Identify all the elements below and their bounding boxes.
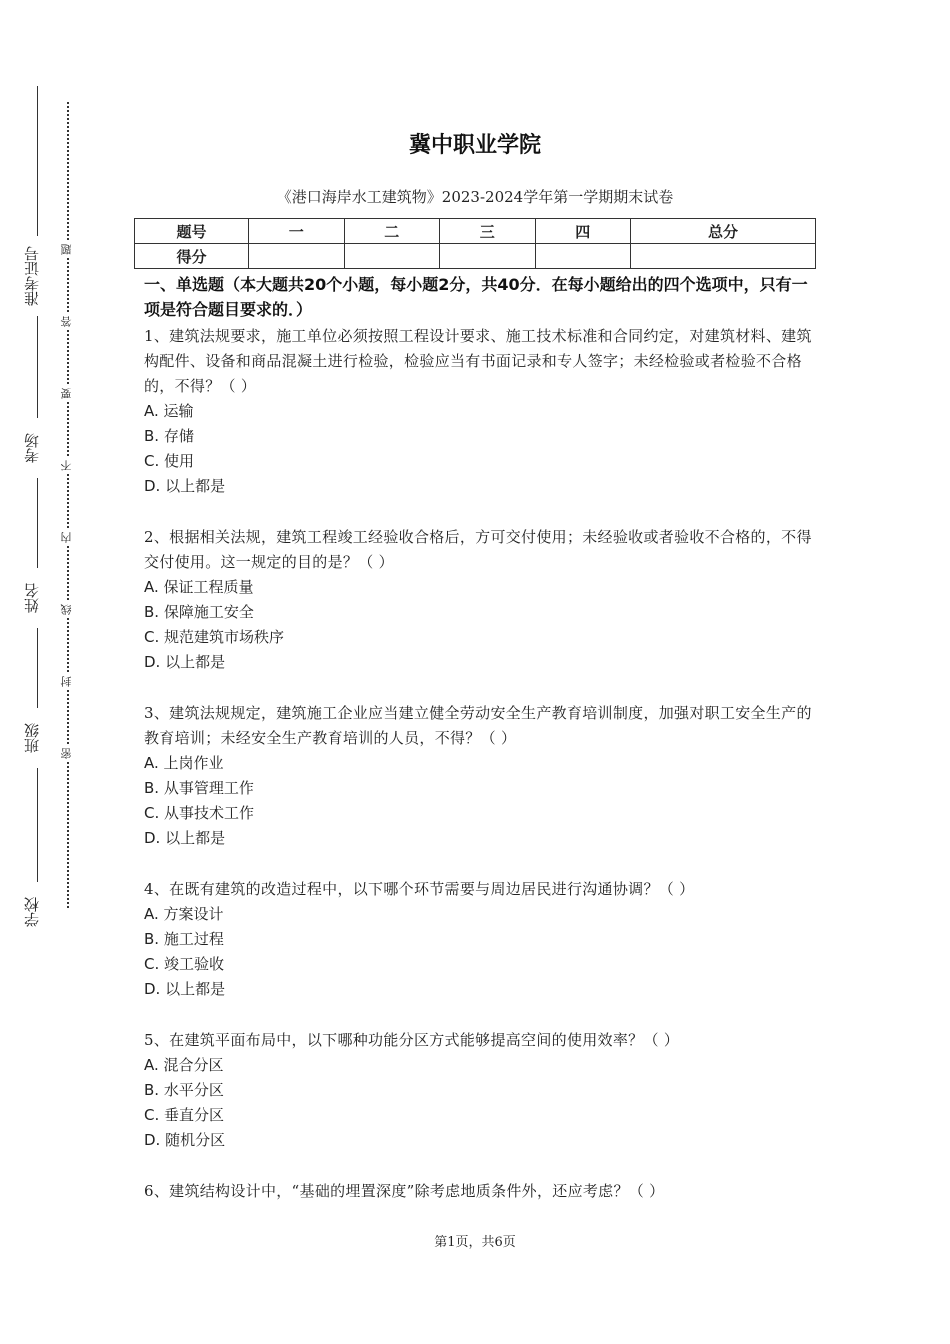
exam-room-label: 考场 (19, 418, 45, 478)
option-d: D. 以上都是 (144, 980, 226, 998)
option-a: A. 混合分区 (144, 1056, 224, 1074)
score-input-cell[interactable] (344, 244, 440, 269)
question-text: 3、建筑法规规定，建筑施工企业应当建立健全劳动安全生产教育培训制度，加强对职工安全生产的教育培训；未经安全生产教育培训的人员，不得？（ ） (144, 704, 812, 747)
binding-labels (19, 86, 45, 926)
score-input-cell[interactable] (249, 244, 345, 269)
option-c: C. 使用 (144, 452, 195, 470)
score-table-header-row (135, 219, 816, 244)
option-c: C. 从事技术工作 (144, 804, 255, 822)
question-text: 5、在建筑平面布局中，以下哪种功能分区方式能够提高空间的使用效率？（ ） (144, 1031, 680, 1049)
page-number: 第1页，共6页 (434, 1235, 516, 1250)
exam-content (144, 270, 814, 1204)
option-a: A. 保证工程质量 (144, 578, 254, 596)
seal-char: 封 (59, 674, 77, 690)
score-cell: 题号 (135, 219, 249, 244)
question-text: 1、建筑法规要求，施工单位必须按照工程设计要求、施工技术标准和合同约定，对建筑材料、建筑构配件、设备和商品混凝土进行检验，检验应当有书面记录和专人签字；未经检验或者检验不合格的，不得？（ ） (144, 327, 812, 395)
score-cell: 一 (249, 219, 345, 244)
score-table (134, 218, 816, 269)
option-b: B. 施工过程 (144, 930, 224, 948)
score-input-cell[interactable] (631, 244, 816, 269)
seal-char: 密 (59, 746, 77, 762)
option-d: D. 以上都是 (144, 653, 226, 671)
school-label: 学校 (19, 882, 45, 942)
option-b: B. 保障施工安全 (144, 603, 254, 621)
option-d: D. 随机分区 (144, 1131, 226, 1149)
score-input-cell[interactable] (440, 244, 536, 269)
question-4 (144, 877, 814, 1002)
seal-char: 内 (59, 530, 77, 546)
option-a: A. 方案设计 (144, 905, 224, 923)
question-2 (144, 525, 814, 675)
option-c: C. 规范建筑市场秩序 (144, 628, 285, 646)
exam-number-label: 准考证号 (19, 236, 45, 316)
question-text: 4、在既有建筑的改造过程中，以下哪个环节需要与周边居民进行沟通协调？（ ） (144, 880, 695, 898)
option-d: D. 以上都是 (144, 477, 226, 495)
score-cell: 四 (535, 219, 631, 244)
score-cell: 二 (344, 219, 440, 244)
question-3 (144, 701, 814, 851)
seal-char: 线 (59, 602, 77, 618)
score-input-cell[interactable] (535, 244, 631, 269)
school-name: 冀中职业学院 (408, 133, 541, 158)
seal-char: 题 (59, 242, 77, 258)
option-c: C. 竣工验收 (144, 955, 225, 973)
exam-title: 《港口海岸水工建筑物》2023-2024学年第一学期期末试卷 (276, 188, 674, 206)
seal-char: 要 (59, 386, 77, 402)
question-1 (144, 324, 814, 499)
option-a: A. 运输 (144, 402, 194, 420)
question-6 (144, 1179, 814, 1204)
seal-char: 答 (59, 314, 77, 330)
question-5 (144, 1028, 814, 1153)
score-table-score-row (135, 244, 816, 269)
score-cell: 得分 (135, 244, 249, 269)
option-b: B. 存储 (144, 427, 194, 445)
score-cell: 总分 (631, 219, 816, 244)
option-b: B. 水平分区 (144, 1081, 224, 1099)
option-d: D. 以上都是 (144, 829, 226, 847)
section-heading: 一、单选题（本大题共20个小题，每小题2分，共40分．在每小题给出的四个选项中，只有一项是符合题目要求的．） (144, 275, 808, 319)
class-label: 班级 (19, 708, 45, 768)
option-b: B. 从事管理工作 (144, 779, 254, 797)
option-a: A. 上岗作业 (144, 754, 224, 772)
name-label: 姓名 (19, 568, 45, 628)
question-text: 6、建筑结构设计中，“基础的埋置深度”除考虑地质条件外，还应考虑？（ ） (144, 1182, 665, 1200)
seal-char: 不 (59, 458, 77, 474)
option-c: C. 垂直分区 (144, 1106, 225, 1124)
score-cell: 三 (440, 219, 536, 244)
question-text: 2、根据相关法规，建筑工程竣工经验收合格后，方可交付使用；未经验收或者验收不合格的，不得交付使用。这一规定的目的是？（ ） (144, 528, 812, 571)
seal-warning (59, 102, 77, 908)
